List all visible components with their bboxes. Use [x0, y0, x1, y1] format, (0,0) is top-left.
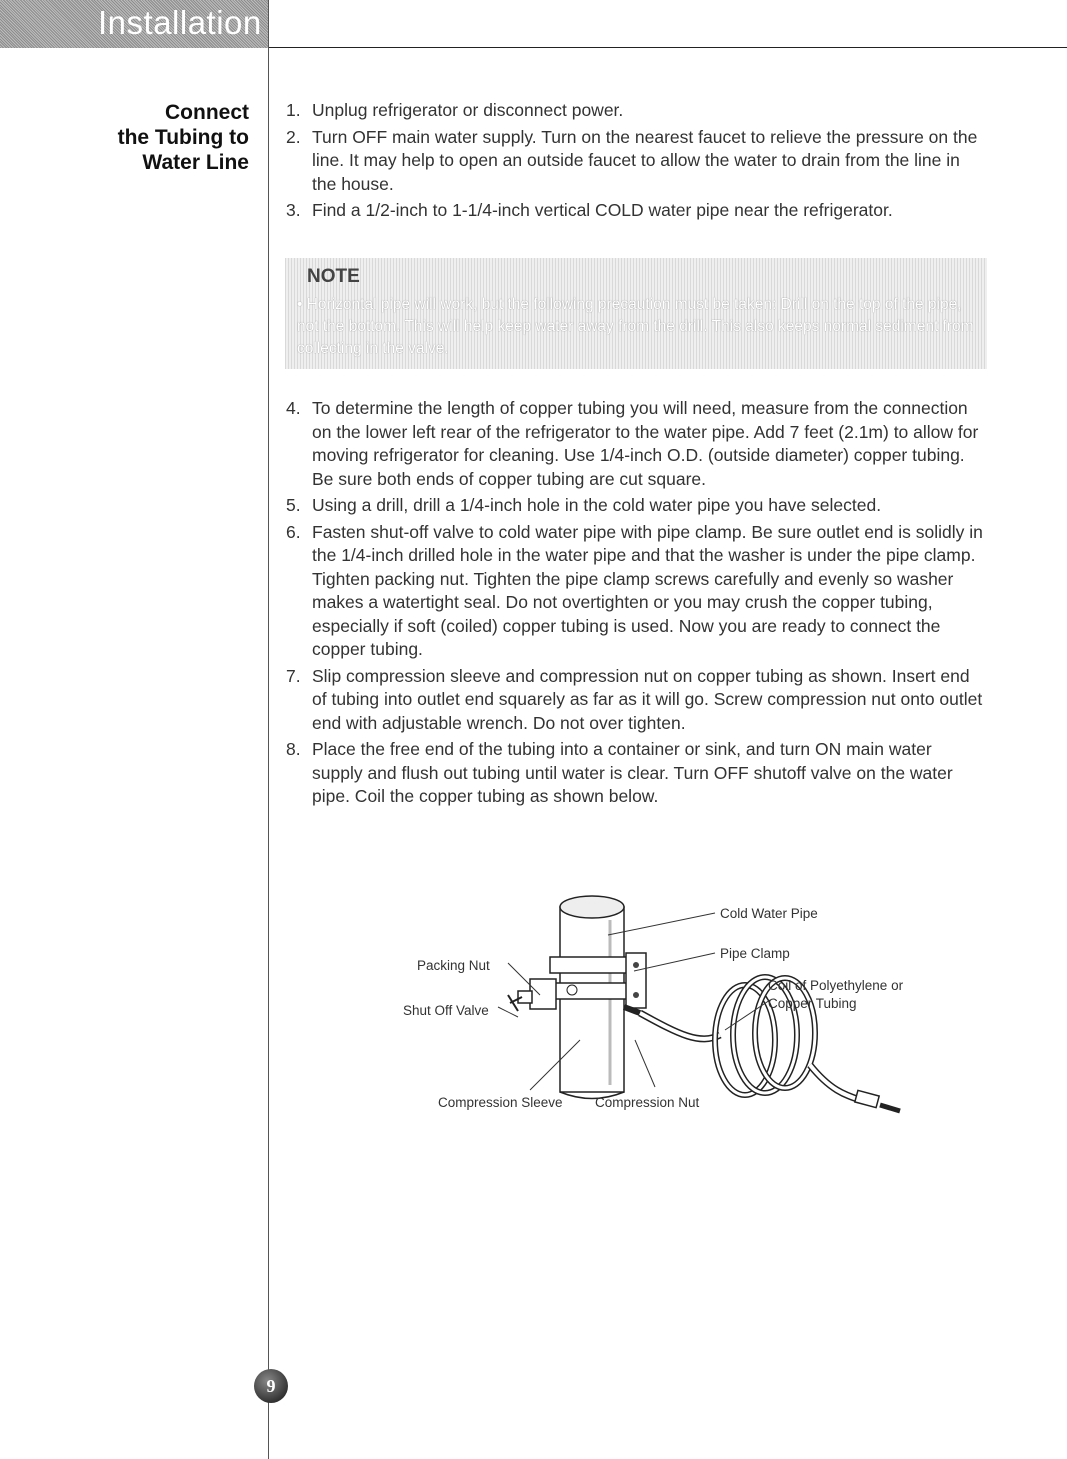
step-text: Unplug refrigerator or disconnect power.: [312, 100, 624, 120]
water-line-diagram: [390, 895, 930, 1120]
note-title: NOTE: [307, 266, 360, 287]
step-item: [286, 665, 986, 736]
packing-nut-label: Packing Nut: [417, 958, 490, 973]
copper-tubing-coil-drawing: [624, 977, 900, 1111]
step-text: Turn OFF main water supply. Turn on the nearest faucet to relieve the pressure on the line. It may help to open an outside faucet to allow the water to drain from the line in the house.: [312, 126, 978, 194]
compression-sleeve-label: Compression Sleeve: [438, 1095, 563, 1110]
pipe-clamp-label: Pipe Clamp: [720, 946, 790, 961]
note-box: [285, 258, 987, 369]
section-title-line-3: Water Line: [142, 151, 249, 174]
step-text: Place the free end of the tubing into a container or sink, and turn ON main water supply and flush out tubing until water is clear. Turn OFF shutoff valve on the water pipe. Coil the copper tubing as shown below.: [312, 739, 953, 806]
step-text: Slip compression sleeve and compression nut on copper tubing as shown. Insert end of tubing into outlet end squarely as far as it will go. Screw compression nut onto outlet end with adjustable wrench. Do not over tighten.: [312, 665, 983, 733]
step-number: 3.: [286, 200, 301, 220]
step-number: 8.: [286, 739, 301, 759]
step-text: Using a drill, drill a 1/4-inch hole in the cold water pipe you have selected.: [312, 495, 882, 515]
step-text: To determine the length of copper tubing you will need, measure from the connection on the lower left rear of the refrigerator to the water pipe. Add 7 feet (2.1m) to allow for moving refrigerator for cleaning. Use 1/4-inch O.D. (outside diameter) copper tubing. Be sure both ends of copper tubing are cut square.: [312, 398, 979, 489]
step-number: 5.: [286, 495, 301, 515]
coil-label-line-1: Coil of Polyethylene or: [768, 978, 904, 993]
coil-label-line-2: Copper Tubing: [768, 996, 857, 1011]
note-text: • Horizontal pipe will work, but the following precaution must be taken: Drill on the top of the pipe, not the bottom. This will help keep water away from the drill. This also keeps normal sediment from collecting in the valve.: [297, 296, 974, 357]
steps-list-2: [286, 397, 986, 812]
step-number: 1.: [286, 100, 301, 120]
step-item: [286, 397, 986, 491]
page-header-title: Installation: [98, 4, 262, 41]
step-item: [286, 126, 986, 197]
step-item: [286, 494, 986, 518]
step-number: 2.: [286, 126, 301, 147]
vertical-divider: [268, 0, 269, 1459]
section-title-line-1: Connect: [165, 101, 249, 124]
step-item: [286, 521, 986, 662]
section-title: [49, 100, 249, 175]
compression-nut-label: Compression Nut: [595, 1095, 700, 1110]
step-number: 4.: [286, 398, 301, 418]
section-title-line-2: the Tubing to: [117, 126, 249, 149]
step-number: 7.: [286, 665, 301, 686]
step-item: [286, 738, 986, 809]
steps-list-1: [286, 99, 986, 226]
step-number: 6.: [286, 521, 301, 542]
step-text: Fasten shut-off valve to cold water pipe with pipe clamp. Be sure outlet end is solidly in the 1/4-inch drilled hole in the water pipe and that the washer is under the pipe clamp. Tighten packing nut. Tighten the pipe clamp screws carefully and evenly so washer makes a watertight seal. Do not overtighten or you may crush the copper tubing, especially if soft (coiled) copper tubing is used. Now you are ready to connect the copper tubing.: [312, 521, 983, 659]
step-item: [286, 199, 986, 223]
step-text: Find a 1/2-inch to 1-1/4-inch vertical COLD water pipe near the refrigerator.: [312, 200, 893, 220]
cold-water-pipe-label: Cold Water Pipe: [720, 906, 818, 921]
header-tab: [0, 0, 268, 48]
shut-off-valve-label: Shut Off Valve: [403, 1003, 489, 1018]
step-item: [286, 99, 986, 123]
page-number-badge: 9: [254, 1369, 288, 1403]
header-rule: [268, 47, 1067, 48]
